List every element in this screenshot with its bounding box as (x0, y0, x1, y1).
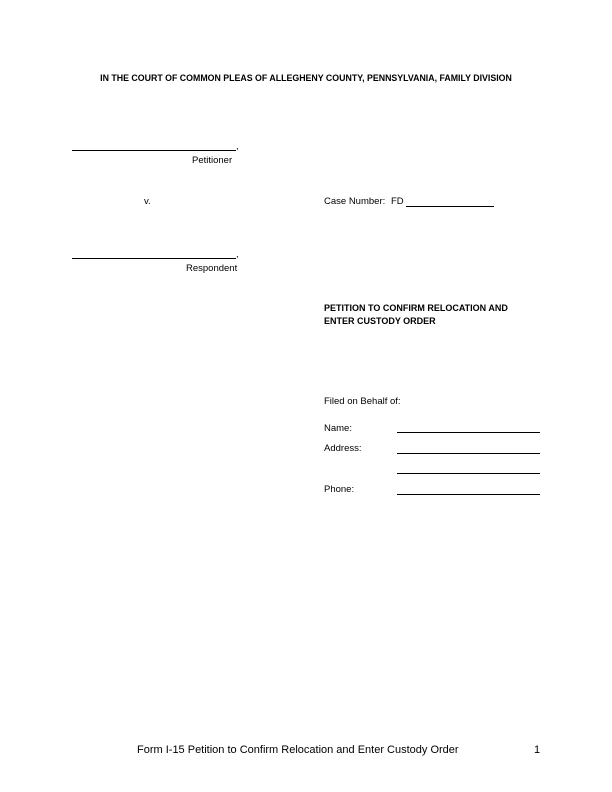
respondent-name-line[interactable] (72, 258, 236, 259)
case-number-label: Case Number: (324, 196, 386, 207)
name-line[interactable] (397, 432, 540, 433)
document-title-line2: ENTER CUSTODY ORDER (324, 316, 436, 326)
petitioner-comma: , (236, 141, 239, 152)
versus-text: v. (144, 196, 151, 207)
footer-form-title: Form I-15 Petition to Confirm Relocation and Enter Custody Order (137, 744, 459, 756)
phone-label: Phone: (324, 484, 355, 495)
document-title-line1: PETITION TO CONFIRM RELOCATION AND (324, 303, 508, 313)
court-title: IN THE COURT OF COMMON PLEAS OF ALLEGHENY COUNTY, PENNSYLVANIA, FAMILY DIVISION (100, 73, 512, 83)
petitioner-name-line[interactable] (72, 150, 236, 151)
respondent-comma: , (236, 249, 239, 260)
case-number-prefix: FD (391, 196, 404, 207)
respondent-label: Respondent (186, 263, 238, 274)
address-label: Address: (324, 443, 362, 454)
name-label: Name: (324, 423, 352, 434)
footer-page-number: 1 (534, 744, 541, 756)
filed-on-behalf-heading: Filed on Behalf of: (324, 396, 401, 407)
petitioner-label: Petitioner (192, 155, 233, 166)
case-number-line[interactable] (406, 206, 494, 207)
address-line-1[interactable] (397, 453, 540, 454)
address-line-2[interactable] (397, 473, 540, 474)
phone-line[interactable] (397, 494, 540, 495)
